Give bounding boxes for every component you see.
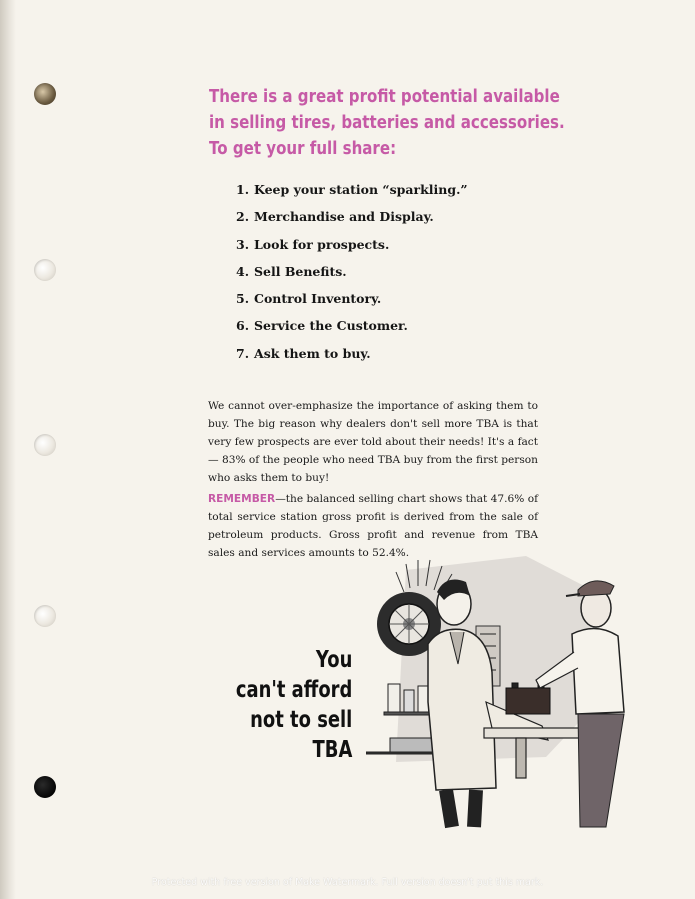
station-illustration [366,552,656,832]
headline [209,84,565,162]
binder-hole [34,434,56,456]
page-edge [0,0,16,899]
list-item [236,264,468,291]
step-text: Keep your station “sparkling.” [254,182,468,197]
step-number: 2. [236,209,250,225]
step-text: Sell Benefits. [254,263,347,279]
slogan-line: TBA [312,737,352,763]
slogan-line: not to sell [249,707,352,733]
step-text: Merchandise and Display. [254,209,434,225]
step-number: 6. [236,318,250,334]
binder-hole [34,605,56,627]
step-text: Ask them to buy. [254,345,371,361]
remember-label: REMEMBER [208,492,276,505]
list-item [236,237,468,264]
step-number: 1. [236,182,250,197]
list-item [236,318,468,345]
watermark: Protected with free version of Make Watermark. Full version doesn't put this mark. [151,877,544,888]
step-number: 3. [236,236,250,252]
step-text: Control Inventory. [254,291,382,307]
headline-line: There is a great profit potential available [209,87,560,107]
remember-body: —the balanced selling chart shows that 47.6% of total service station gross profit is derived from the sale of petroleum products. Gross profit and revenue from TBA sales and services amounts to 52.4%. [208,492,538,560]
list-item [236,182,468,209]
binder-hole [34,259,56,281]
list-item [236,291,468,318]
step-number: 4. [236,263,250,279]
binder-hole [34,776,56,798]
step-text: Service the Customer. [254,318,408,334]
step-number: 5. [236,291,250,307]
slogan [236,645,352,765]
step-text: Look for prospects. [254,236,390,252]
steps-list [236,182,468,373]
headline-line: To get your full share: [209,139,397,159]
asking-paragraph: We cannot over-emphasize the importance of asking them to buy. The big reason why dealers don't sell more TBA is that very few prospects are ever told about their needs! It's a fact — 83% of the people who need TBA buy from the first person who asks them to buy! [208,399,538,485]
list-item [236,346,468,373]
slogan-line: You [315,647,352,673]
step-number: 7. [236,345,250,361]
battery-icon [506,683,550,714]
slogan-line: can't afford [235,677,352,703]
binder-hole [34,83,56,105]
list-item [236,209,468,236]
headline-line: in selling tires, batteries and accessories. [209,113,565,133]
